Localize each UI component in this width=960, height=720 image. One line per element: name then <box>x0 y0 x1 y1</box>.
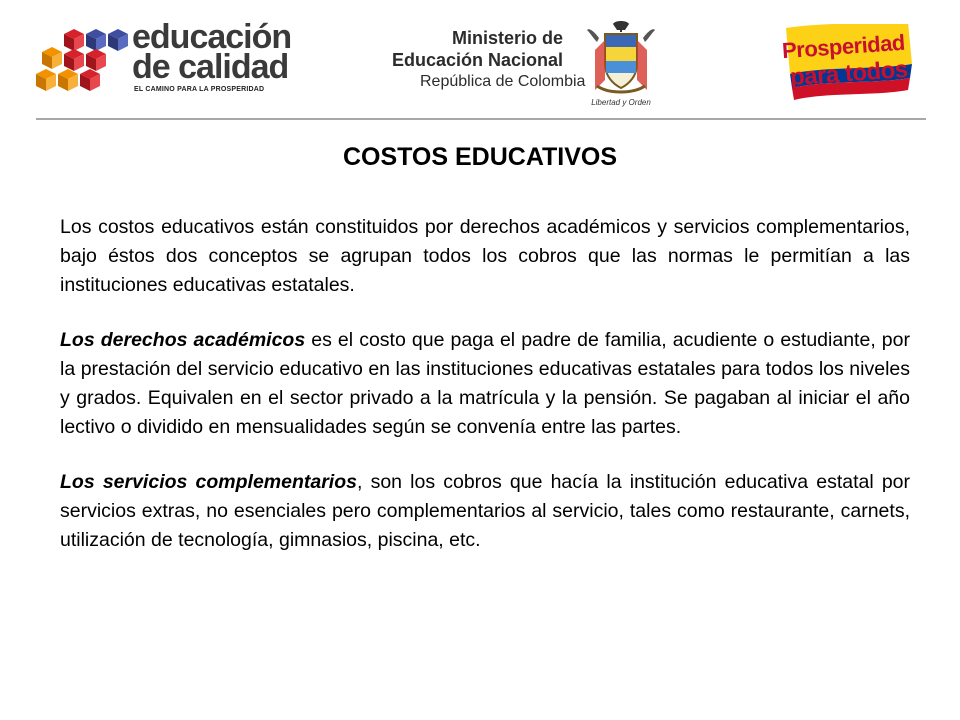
coat-of-arms <box>585 20 657 110</box>
paragraph-derechos-academicos <box>60 326 910 442</box>
term-servicios-complementarios: Los servicios complementarios <box>60 471 357 493</box>
header-divider <box>36 118 926 120</box>
prosperidad-para-todos-logo <box>776 24 916 104</box>
logo-text-line2: de calidad <box>132 48 289 86</box>
coat-of-arms-motto: Libertad y Orden <box>591 98 651 107</box>
coat-of-arms-icon <box>585 20 657 98</box>
header <box>0 0 960 118</box>
logo-tagline: EL CAMINO PARA LA PROSPERIDAD <box>134 86 265 93</box>
paragraph-intro: Los costos educativos están constituidos por derechos académicos y servicios complementarios, bajo éstos dos conceptos se agrupan todos los cobros que las normas le permitían a las instituciones educativas estatales. <box>60 216 910 296</box>
prosperidad-line1: Prosperidad <box>781 29 906 64</box>
ministerio-line3: República de Colombia <box>420 73 586 90</box>
ministerio-logo <box>392 28 586 98</box>
servicios-complementarios-definition: , son los cobros que hacía la institución educativa estatal por servicios extras, no esenciales pero complementarios al servicio, tales como restaurante, carnets, utilización de tecnología, gimnasios, piscina, etc. <box>60 471 911 551</box>
prosperidad-line2: para todos <box>789 55 909 92</box>
cubes-icon <box>34 26 130 102</box>
term-derechos-academicos: Los derechos académicos <box>60 329 306 351</box>
paragraph-servicios-complementarios <box>60 468 910 555</box>
page-title: COSTOS EDUCATIVOS <box>342 143 618 171</box>
derechos-academicos-definition: es el costo que paga el padre de familia, acudiente o estudiante, por la prestación del servicio educativo en las instituciones educativas estatales para todos los niveles y grados. Equivalen en el sector privado a la matrícula y la pensión. Se pagaban al iniciar el año lectivo o dividido en mensualidades según se convenía entre las partes. <box>60 329 910 438</box>
logo-text-line1: educación <box>132 18 292 56</box>
ministerio-line2: Educación Nacional <box>392 50 564 70</box>
educacion-de-calidad-logo <box>34 20 294 100</box>
ministerio-line1: Ministerio de <box>452 28 564 48</box>
body-text <box>60 213 910 581</box>
